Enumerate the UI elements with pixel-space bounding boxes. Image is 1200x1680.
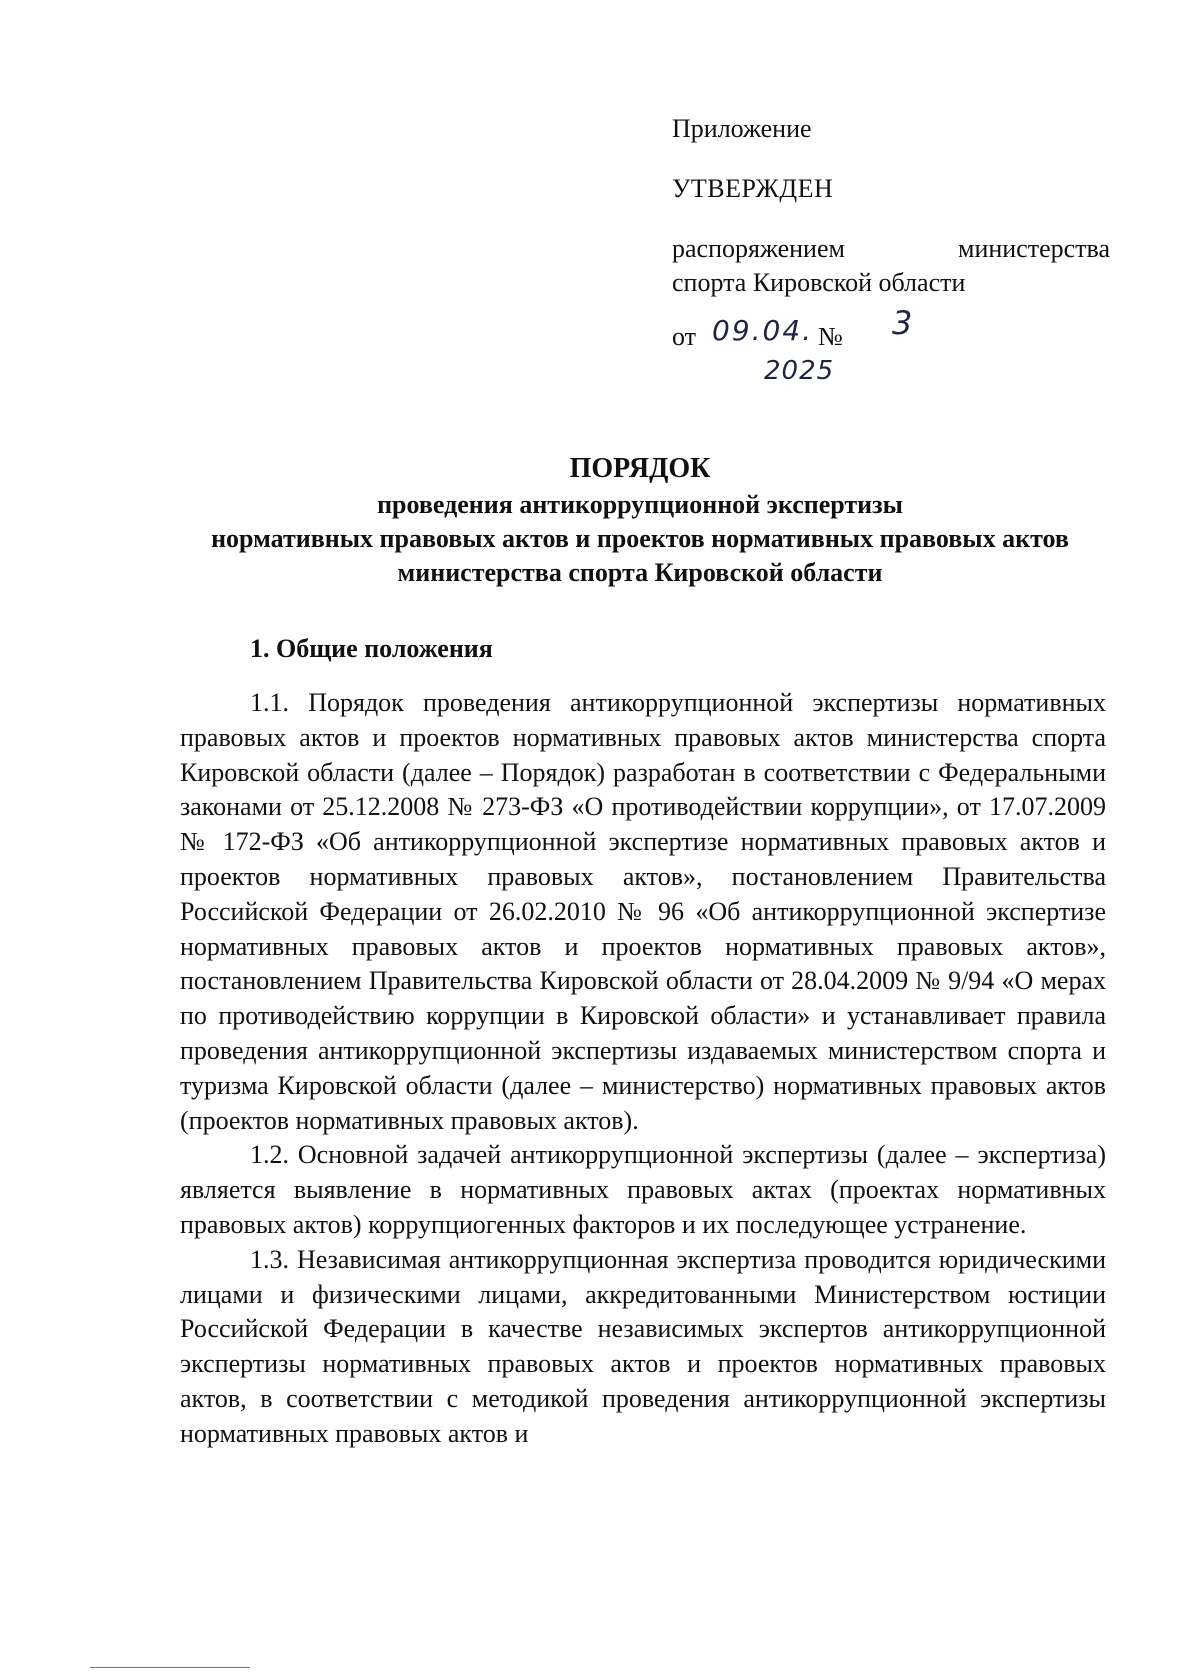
section-body bbox=[180, 686, 1106, 1452]
ministry-line: спорта Кировской области bbox=[672, 268, 966, 297]
document-subtitle-line-1: проведения антикоррупционной экспертизы bbox=[377, 490, 903, 519]
by-order-word-1: распоряжением bbox=[672, 234, 845, 263]
document-subtitle-line-2: нормативных правовых актов и проектов нормативных правовых актов bbox=[211, 524, 1069, 553]
paragraph-1-3: 1.3. Независимая антикоррупционная экспертиза проводится юридическими лицами и физическими лицами, аккредитованными Министерством юстиции Российской Федерации в качестве независимых экспертов антикоррупционной экспертизы нормативных правовых актов и проектов нормативных правовых актов, в соответствии с методикой проведения антикоррупционной экспертизы нормативных правовых актов и bbox=[180, 1244, 1106, 1448]
document-heading bbox=[170, 452, 1110, 590]
by-order-word-2: министерства bbox=[957, 234, 1110, 263]
date-prefix: от bbox=[672, 322, 697, 351]
by-order-line bbox=[672, 232, 1110, 266]
number-label: № bbox=[818, 322, 843, 351]
handwritten-year: 2025 bbox=[764, 356, 835, 386]
paragraph-1-2: 1.2. Основной задачей антикоррупционной экспертизы (далее – экспертиза) является выявление в нормативных правовых актах (проектах нормативных правовых актов) коррупциогенных факторов и их последующее устранение. bbox=[180, 1140, 1106, 1239]
date-number-line bbox=[672, 304, 1110, 354]
paragraph-1-1: 1.1. Порядок проведения антикоррупционной экспертизы нормативных правовых актов и проектов нормативных правовых актов министерства спорта Кировской области (далее – Порядок) разработан в соответствии с Федеральными законами от 25.12.2008 № 273-ФЗ «О противодействии коррупции», от 17.07.2009 № 172-ФЗ «Об антикоррупционной экспертизе нормативных правовых актов и проектов нормативных правовых актов», постановлением Правительства Российской Федерации от 26.02.2010 № 96 «Об антикоррупционной экспертизе нормативных правовых актов и проектов нормативных правовых актов», постановлением Правительства Кировской области от 28.04.2009 № 9/94 «О мерах по противодействию коррупции в Кировской области» и устанавливает правила проведения антикоррупционной экспертизы издаваемых министерством спорта и туризма Кировской области (далее – министерство) нормативных правовых актов (проектов нормативных правовых актов). bbox=[180, 688, 1106, 1135]
section-title: 1. Общие положения bbox=[250, 634, 493, 663]
handwritten-date: 09.04. bbox=[712, 314, 814, 347]
footer-rule bbox=[90, 1667, 250, 1668]
approved-label: УТВЕРЖДЕН bbox=[672, 174, 834, 203]
document-title: ПОРЯДОК bbox=[569, 453, 711, 484]
appendix-label: Приложение bbox=[672, 114, 812, 143]
handwritten-number: 3 bbox=[892, 304, 913, 342]
document-subtitle-line-3: министерства спорта Кировской области bbox=[397, 558, 883, 587]
approval-block bbox=[672, 112, 1110, 386]
